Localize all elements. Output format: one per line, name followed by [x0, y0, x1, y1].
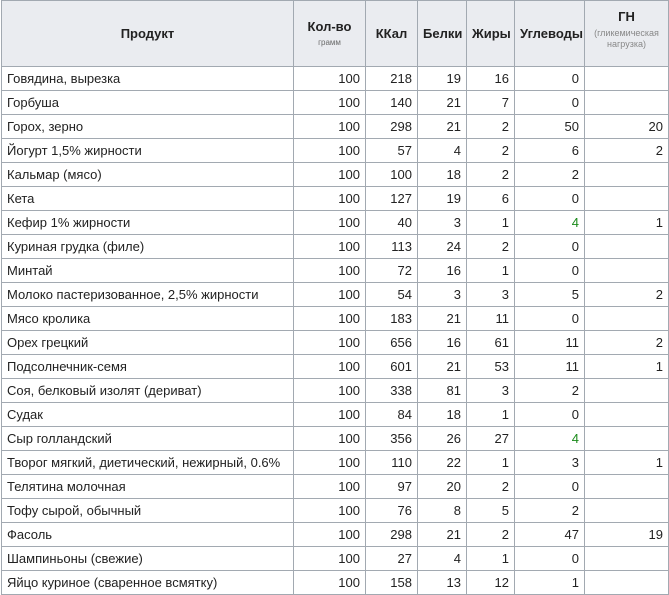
- table-row: [2, 67, 669, 91]
- header-gl: ГН (гликемическая нагрузка): [585, 1, 669, 67]
- cell-carbs: 0: [515, 91, 585, 115]
- cell-protein: 24: [418, 235, 467, 259]
- cell-gl: [585, 67, 669, 91]
- table-row: [2, 427, 669, 451]
- cell-qty: 100: [294, 187, 366, 211]
- cell-protein: 20: [418, 475, 467, 499]
- cell-fat: 2: [467, 115, 515, 139]
- table-row: [2, 115, 669, 139]
- cell-product: Шампиньоны (свежие): [2, 547, 294, 571]
- cell-product: Говядина, вырезка: [2, 67, 294, 91]
- cell-protein: 3: [418, 283, 467, 307]
- cell-protein: 18: [418, 163, 467, 187]
- cell-product: Йогурт 1,5% жирности: [2, 139, 294, 163]
- header-row: [2, 1, 669, 67]
- cell-gl: [585, 475, 669, 499]
- cell-kcal: 601: [366, 355, 418, 379]
- cell-carbs: 4: [515, 211, 585, 235]
- cell-protein: 19: [418, 67, 467, 91]
- cell-qty: 100: [294, 523, 366, 547]
- cell-product: Кета: [2, 187, 294, 211]
- nutrition-table: [1, 0, 669, 595]
- cell-fat: 7: [467, 91, 515, 115]
- cell-product: Орех грецкий: [2, 331, 294, 355]
- cell-carbs: 2: [515, 379, 585, 403]
- table-row: [2, 331, 669, 355]
- cell-carbs: 2: [515, 163, 585, 187]
- table-row: [2, 499, 669, 523]
- table-row: [2, 91, 669, 115]
- cell-carbs: 0: [515, 475, 585, 499]
- cell-product: Горох, зерно: [2, 115, 294, 139]
- cell-kcal: 54: [366, 283, 418, 307]
- cell-product: Судак: [2, 403, 294, 427]
- cell-qty: 100: [294, 379, 366, 403]
- cell-gl: 1: [585, 451, 669, 475]
- cell-qty: 100: [294, 67, 366, 91]
- cell-qty: 100: [294, 427, 366, 451]
- cell-fat: 27: [467, 427, 515, 451]
- cell-qty: 100: [294, 451, 366, 475]
- cell-protein: 16: [418, 259, 467, 283]
- cell-kcal: 57: [366, 139, 418, 163]
- table-row: [2, 547, 669, 571]
- cell-product: Молоко пастеризованное, 2,5% жирности: [2, 283, 294, 307]
- cell-fat: 11: [467, 307, 515, 331]
- cell-carbs: 0: [515, 307, 585, 331]
- table-row: [2, 523, 669, 547]
- table-row: [2, 163, 669, 187]
- header-product: Продукт: [2, 1, 294, 67]
- cell-product: Сыр голландский: [2, 427, 294, 451]
- cell-protein: 21: [418, 355, 467, 379]
- table-row: [2, 235, 669, 259]
- cell-kcal: 298: [366, 523, 418, 547]
- cell-kcal: 27: [366, 547, 418, 571]
- cell-carbs: 1: [515, 571, 585, 595]
- header-qty: Кол-во грамм: [294, 1, 366, 67]
- cell-fat: 6: [467, 187, 515, 211]
- cell-carbs: 3: [515, 451, 585, 475]
- cell-fat: 2: [467, 523, 515, 547]
- cell-fat: 5: [467, 499, 515, 523]
- cell-fat: 3: [467, 379, 515, 403]
- header-gl-note: (гликемическая нагрузка): [594, 28, 659, 49]
- cell-carbs: 0: [515, 403, 585, 427]
- cell-carbs: 2: [515, 499, 585, 523]
- cell-protein: 4: [418, 547, 467, 571]
- cell-gl: [585, 379, 669, 403]
- table-row: [2, 403, 669, 427]
- cell-qty: 100: [294, 163, 366, 187]
- cell-qty: 100: [294, 91, 366, 115]
- table-row: [2, 187, 669, 211]
- table-row: [2, 139, 669, 163]
- cell-gl: 2: [585, 139, 669, 163]
- cell-gl: [585, 187, 669, 211]
- cell-kcal: 100: [366, 163, 418, 187]
- cell-carbs: 11: [515, 331, 585, 355]
- cell-fat: 1: [467, 259, 515, 283]
- cell-carbs: 50: [515, 115, 585, 139]
- cell-gl: [585, 235, 669, 259]
- cell-carbs: 5: [515, 283, 585, 307]
- cell-fat: 53: [467, 355, 515, 379]
- cell-gl: [585, 259, 669, 283]
- cell-product: Кефир 1% жирности: [2, 211, 294, 235]
- cell-protein: 16: [418, 331, 467, 355]
- cell-protein: 19: [418, 187, 467, 211]
- cell-product: Мясо кролика: [2, 307, 294, 331]
- cell-kcal: 127: [366, 187, 418, 211]
- cell-protein: 8: [418, 499, 467, 523]
- cell-qty: 100: [294, 283, 366, 307]
- cell-fat: 61: [467, 331, 515, 355]
- cell-carbs: 4: [515, 427, 585, 451]
- table-row: [2, 379, 669, 403]
- cell-protein: 3: [418, 211, 467, 235]
- cell-product: Куриная грудка (филе): [2, 235, 294, 259]
- cell-carbs: 6: [515, 139, 585, 163]
- cell-product: Соя, белковый изолят (дериват): [2, 379, 294, 403]
- table-row: [2, 283, 669, 307]
- cell-gl: [585, 427, 669, 451]
- cell-gl: 1: [585, 355, 669, 379]
- cell-fat: 2: [467, 139, 515, 163]
- table-row: [2, 451, 669, 475]
- cell-qty: 100: [294, 211, 366, 235]
- header-fat: Жиры: [467, 1, 515, 67]
- cell-qty: 100: [294, 547, 366, 571]
- cell-fat: 1: [467, 451, 515, 475]
- cell-kcal: 338: [366, 379, 418, 403]
- cell-kcal: 76: [366, 499, 418, 523]
- table-row: [2, 259, 669, 283]
- cell-protein: 22: [418, 451, 467, 475]
- cell-qty: 100: [294, 355, 366, 379]
- cell-qty: 100: [294, 571, 366, 595]
- cell-product: Яйцо куриное (сваренное всмятку): [2, 571, 294, 595]
- cell-qty: 100: [294, 499, 366, 523]
- cell-gl: [585, 307, 669, 331]
- cell-fat: 12: [467, 571, 515, 595]
- cell-qty: 100: [294, 307, 366, 331]
- table-row: [2, 475, 669, 499]
- cell-carbs: 0: [515, 259, 585, 283]
- cell-product: Минтай: [2, 259, 294, 283]
- cell-gl: 19: [585, 523, 669, 547]
- cell-fat: 1: [467, 547, 515, 571]
- cell-protein: 21: [418, 307, 467, 331]
- cell-gl: [585, 547, 669, 571]
- cell-kcal: 84: [366, 403, 418, 427]
- table-body: [2, 67, 669, 595]
- cell-fat: 1: [467, 211, 515, 235]
- cell-qty: 100: [294, 139, 366, 163]
- cell-qty: 100: [294, 259, 366, 283]
- cell-gl: [585, 91, 669, 115]
- cell-kcal: 183: [366, 307, 418, 331]
- table-row: [2, 571, 669, 595]
- cell-gl: 20: [585, 115, 669, 139]
- cell-carbs: 11: [515, 355, 585, 379]
- table-row: [2, 355, 669, 379]
- table-row: [2, 211, 669, 235]
- cell-carbs: 0: [515, 187, 585, 211]
- cell-kcal: 140: [366, 91, 418, 115]
- cell-kcal: 113: [366, 235, 418, 259]
- cell-fat: 3: [467, 283, 515, 307]
- cell-product: Тофу сырой, обычный: [2, 499, 294, 523]
- cell-protein: 13: [418, 571, 467, 595]
- cell-gl: 1: [585, 211, 669, 235]
- header-protein: Белки: [418, 1, 467, 67]
- cell-carbs: 47: [515, 523, 585, 547]
- cell-qty: 100: [294, 235, 366, 259]
- cell-kcal: 97: [366, 475, 418, 499]
- cell-product: Телятина молочная: [2, 475, 294, 499]
- cell-product: Кальмар (мясо): [2, 163, 294, 187]
- cell-kcal: 110: [366, 451, 418, 475]
- cell-protein: 21: [418, 523, 467, 547]
- header-qty-unit: грамм: [318, 38, 341, 47]
- cell-qty: 100: [294, 115, 366, 139]
- cell-product: Горбуша: [2, 91, 294, 115]
- table-row: [2, 307, 669, 331]
- cell-qty: 100: [294, 403, 366, 427]
- cell-protein: 21: [418, 115, 467, 139]
- cell-fat: 2: [467, 235, 515, 259]
- cell-protein: 21: [418, 91, 467, 115]
- cell-product: Творог мягкий, диетический, нежирный, 0.6%: [2, 451, 294, 475]
- cell-protein: 4: [418, 139, 467, 163]
- cell-kcal: 158: [366, 571, 418, 595]
- cell-gl: [585, 499, 669, 523]
- cell-protein: 18: [418, 403, 467, 427]
- cell-product: Подсолнечник-семя: [2, 355, 294, 379]
- header-kcal: ККал: [366, 1, 418, 67]
- cell-qty: 100: [294, 331, 366, 355]
- cell-gl: [585, 403, 669, 427]
- cell-product: Фасоль: [2, 523, 294, 547]
- cell-gl: [585, 571, 669, 595]
- cell-fat: 16: [467, 67, 515, 91]
- table-header: [2, 1, 669, 67]
- cell-kcal: 298: [366, 115, 418, 139]
- cell-kcal: 72: [366, 259, 418, 283]
- cell-fat: 2: [467, 163, 515, 187]
- cell-protein: 81: [418, 379, 467, 403]
- cell-qty: 100: [294, 475, 366, 499]
- cell-gl: 2: [585, 283, 669, 307]
- cell-protein: 26: [418, 427, 467, 451]
- cell-fat: 1: [467, 403, 515, 427]
- cell-kcal: 356: [366, 427, 418, 451]
- cell-kcal: 656: [366, 331, 418, 355]
- cell-fat: 2: [467, 475, 515, 499]
- cell-kcal: 40: [366, 211, 418, 235]
- cell-carbs: 0: [515, 235, 585, 259]
- cell-gl: 2: [585, 331, 669, 355]
- cell-carbs: 0: [515, 67, 585, 91]
- cell-gl: [585, 163, 669, 187]
- cell-kcal: 218: [366, 67, 418, 91]
- header-carbs: Углеводы: [515, 1, 585, 67]
- cell-carbs: 0: [515, 547, 585, 571]
